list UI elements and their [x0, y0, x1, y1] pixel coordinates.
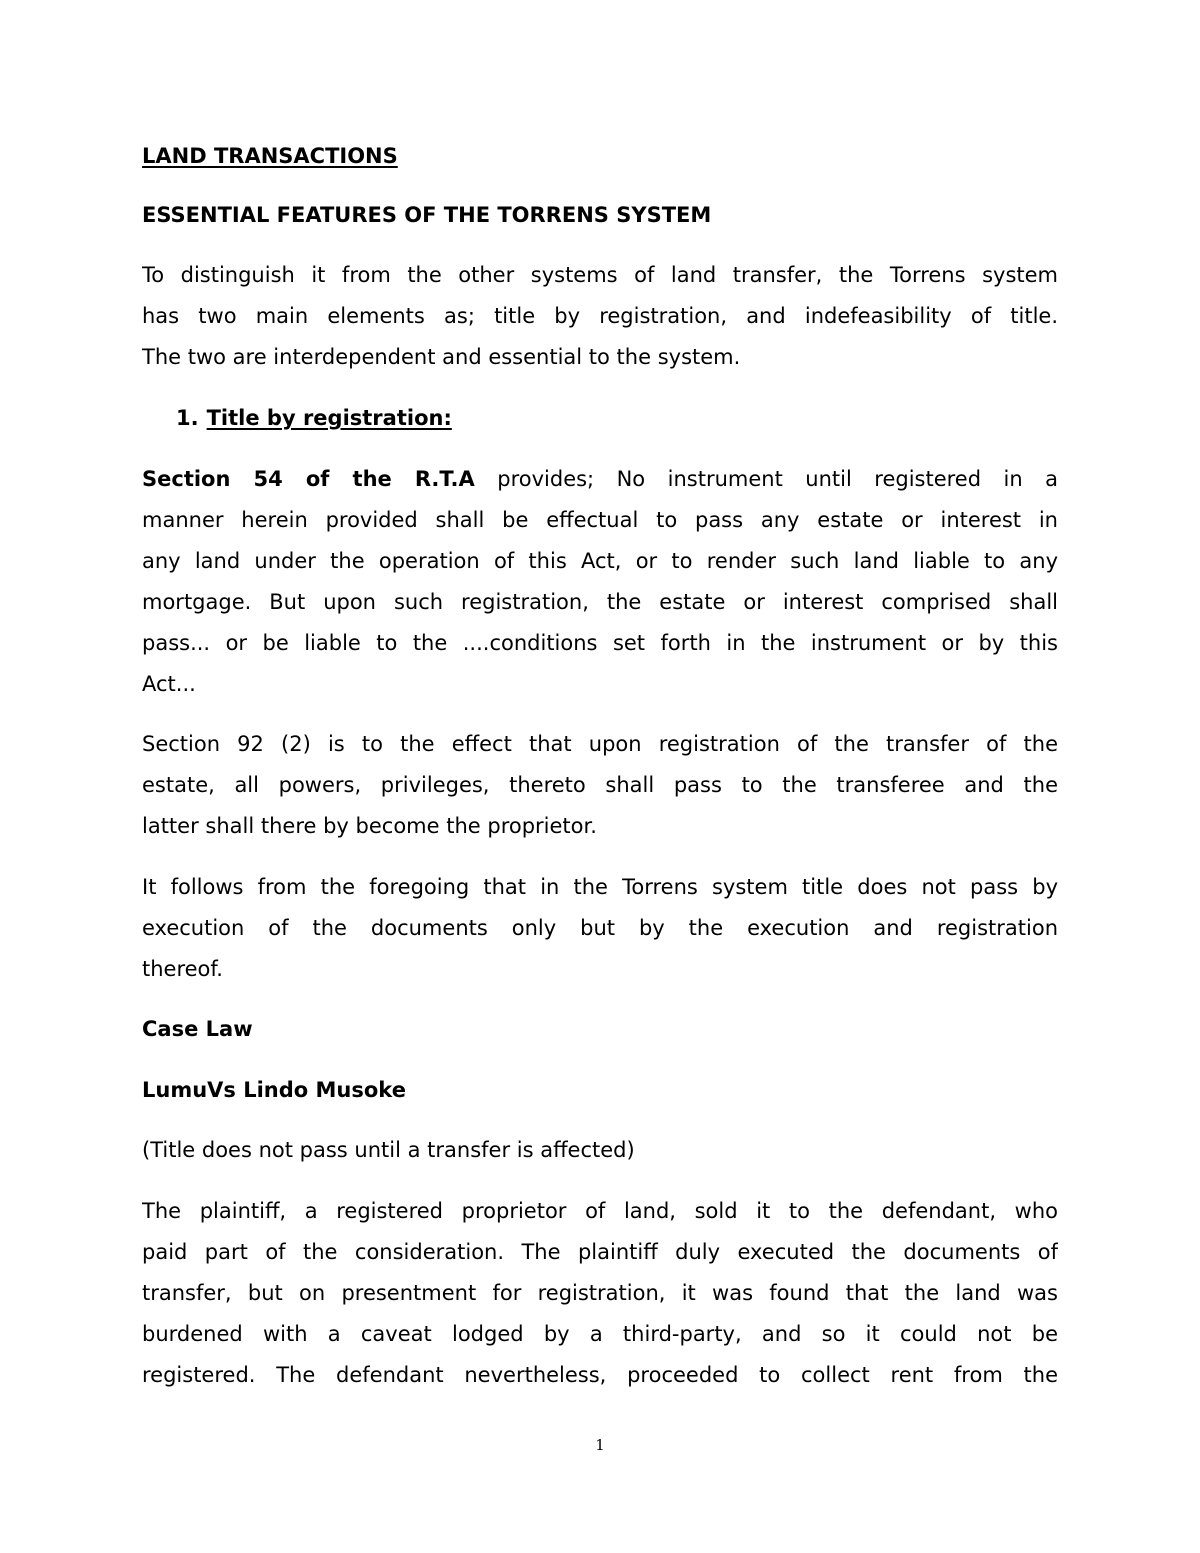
text-line: To distinguish it from the other systems of land transfer, the Torrens system: [142, 263, 1058, 287]
text-line: manner herein provided shall be effectual to pass any estate or interest in: [142, 508, 1058, 532]
case-law-heading: Case Law: [142, 1017, 253, 1041]
bold-reference: Section 54 of the R.T.A: [142, 467, 475, 491]
text-line: latter shall there by become the proprietor.: [142, 814, 597, 838]
case-name: LumuVs Lindo Musoke: [142, 1078, 406, 1102]
case-note: (Title does not pass until a transfer is affected): [142, 1138, 635, 1162]
case-facts-paragraph: [142, 1191, 1058, 1396]
document-title-block: [142, 136, 1058, 177]
document-title: LAND TRANSACTIONS: [142, 144, 398, 168]
text-line: pass... or be liable to the ....conditions set forth in the instrument or by this: [142, 631, 1058, 655]
intro-paragraph: [142, 255, 1058, 378]
subtitle-block: [142, 195, 1058, 236]
text-line: paid part of the consideration. The plaintiff duly executed the documents of: [142, 1240, 1058, 1264]
numbered-heading: [176, 398, 1092, 439]
text-line: Act...: [142, 672, 196, 696]
text-line: has two main elements as; title by registration, and indefeasibility of title.: [142, 304, 1058, 328]
section-subtitle: ESSENTIAL FEATURES OF THE TORRENS SYSTEM: [142, 203, 712, 227]
text-line: [142, 459, 1058, 500]
section-92-paragraph: [142, 724, 1058, 847]
text-line: transfer, but on presentment for registration, it was found that the land was: [142, 1281, 1058, 1305]
heading-number: 1.: [176, 406, 199, 430]
case-law-heading-block: [142, 1009, 1058, 1050]
text-line: Section 92 (2) is to the effect that upon registration of the transfer of the: [142, 732, 1058, 756]
case-name-block: [142, 1070, 1058, 1111]
text-line: It follows from the foregoing that in the Torrens system title does not pass by: [142, 875, 1058, 899]
text-line: The two are interdependent and essential to the system.: [142, 345, 741, 369]
follows-paragraph: [142, 867, 1058, 990]
section-54-paragraph: [142, 459, 1058, 705]
case-note-block: [142, 1130, 1058, 1171]
text-line: any land under the operation of this Act, or to render such land liable to any: [142, 549, 1058, 573]
text-line: registered. The defendant nevertheless, proceeded to collect rent from the: [142, 1363, 1058, 1387]
text-line: execution of the documents only but by the execution and registration: [142, 916, 1058, 940]
text-line: burdened with a caveat lodged by a third-party, and so it could not be: [142, 1322, 1058, 1346]
page-number: 1: [595, 1436, 605, 1454]
line-text: provides; No instrument until registered in a: [474, 467, 1058, 491]
text-line: estate, all powers, privileges, thereto shall pass to the transferee and the: [142, 773, 1058, 797]
text-line: mortgage. But upon such registration, the estate or interest comprised shall: [142, 590, 1058, 614]
text-line: thereof.: [142, 957, 223, 981]
text-line: The plaintiff, a registered proprietor of land, sold it to the defendant, who: [142, 1199, 1058, 1223]
heading-text: Title by registration:: [206, 406, 452, 430]
